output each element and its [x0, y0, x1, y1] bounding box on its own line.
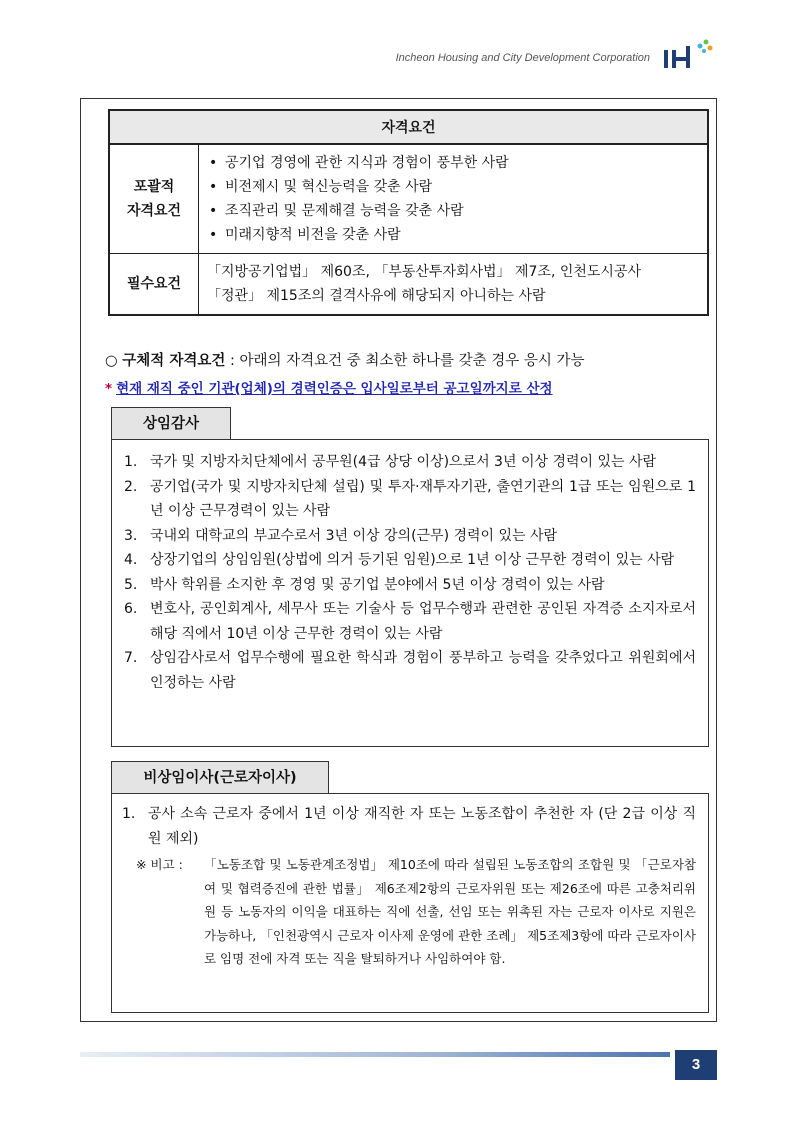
list-item: 7. 상임감사로서 업무수행에 필요한 학식과 경험이 풍부하고 능력을 갖추었다고 위원회에서 인정하는 사람: [124, 650, 696, 691]
specific-requirements-heading: [105, 349, 705, 370]
asterisk-icon: *: [105, 381, 113, 397]
specific-requirements-title: 구체적 자격요건: [122, 353, 226, 369]
essential-requirement-line-2: 「정관」 제15조의 결격사유에 해당되지 아니하는 사람: [207, 288, 546, 304]
organization-name: Incheon Housing and City Development Corporation: [395, 52, 650, 64]
general-requirements: [199, 144, 709, 254]
logo-dot-3: [708, 46, 713, 51]
list-item: 3. 국내외 대학교의 부교수로서 3년 이상 강의(근무) 경력이 있는 사람: [124, 527, 558, 544]
list-item: 1. 국가 및 지방자치단체에서 공무원(4급 상당 이상)으로서 3년 이상 경력이 있는 사람: [124, 454, 657, 470]
notice-text: 현재 재직 중인 기관(업체)의 경력인증은 입사일로부터 공고일까지로 산정: [116, 381, 553, 397]
general-requirement-1: • 공기업 경영에 관한 지식과 경험이 풍부한 사람: [209, 155, 509, 171]
category-general-line-1: 포괄적: [133, 179, 175, 195]
specific-requirements-text: : 아래의 자격요건 중 최소한 하나를 갖춘 경우 응시 가능: [225, 353, 585, 369]
logo-dot-4: [702, 49, 706, 53]
section-label-worker-director: 비상임이사(근로자이사): [111, 761, 329, 793]
essential-requirement-line-1: 「지방공기업법」 제60조, 「부동산투자회사법」 제7조, 인천도시공사: [207, 264, 641, 280]
page-number: 3: [675, 1050, 717, 1080]
logo-dot-2: [704, 40, 709, 45]
remarks-note: [122, 853, 696, 971]
general-requirement-4: • 미래지향적 비전을 갖춘 사람: [209, 227, 401, 243]
worker-director-requirements: [111, 793, 709, 1013]
circle-bullet-icon: ○: [105, 353, 118, 369]
list-item: 2. 공기업(국가 및 지방자치단체 설립) 및 투자·재투자기관, 출연기관의 1급 또는 임원으로 1년 이상 근무경력이 있는 사람: [124, 478, 696, 519]
standing-auditor-requirements: [111, 439, 709, 747]
essential-requirements: [199, 254, 709, 316]
list-item: 5. 박사 학위를 소지한 후 경영 및 공기업 분야에서 5년 이상 경력이 있는 사람: [124, 576, 605, 593]
category-general-line-2: 자격요건: [126, 203, 182, 219]
list-item: 4. 상장기업의 상임임원(상법에 의거 등기된 임원)으로 1년 이상 근무한 경력이 있는 사람: [124, 552, 675, 568]
section-label-standing-auditor: 상임감사: [111, 407, 231, 439]
content-frame: [80, 98, 717, 1022]
remarks-text: 「노동조합 및 노동관계조정법」 제10조에 따라 설립된 노동조합의 조합원 및 「근로자참여 및 협력증진에 관한 법률」 제6조제2항의 근로자위원 또는 제26조에 따른 고충처리위원 등 노동자의 이익을 대표하는 직에 선출, 선임 또는 위촉된 자는 근로자 이사로 지원은 가능하나, 「인천광역시 근로자 이사제 운영에 관한 조례」 제5조제3항에 따라 근로자이사로 임명 전에 자격 또는 직을 탈퇴하거나 사임하여야 함.: [204, 857, 696, 966]
career-certification-notice: [105, 377, 705, 397]
general-requirement-2: • 비전제시 및 혁신능력을 갖춘 사람: [209, 179, 433, 195]
list-item: 1. 공사 소속 근로자 중에서 1년 이상 재직한 자 또는 노동조합이 추천한 자 (단 2급 이상 직원 제외): [122, 806, 696, 847]
list-item: 6. 변호사, 공인회계사, 세무사 또는 기술사 등 업무수행과 관련한 공인된 자격증 소지자로서 해당 직에서 10년 이상 근무한 경력이 있는 사람: [124, 601, 696, 642]
qualification-table: [108, 109, 709, 316]
logo-bar-4: [686, 46, 690, 68]
logo-bar-1: [664, 50, 668, 68]
remarks-label: ※ 비고 :: [136, 857, 183, 872]
general-requirement-3: • 조직관리 및 문제해결 능력을 갖춘 사람: [209, 203, 464, 219]
logo-bar-3: [672, 57, 686, 61]
footer-bar: [80, 1052, 670, 1057]
ih-logo: [660, 36, 720, 72]
category-general: [109, 144, 199, 254]
category-essential: 필수요건: [109, 254, 199, 316]
logo-dot-1: [698, 44, 703, 49]
qualification-table-header: 자격요건: [109, 110, 708, 144]
